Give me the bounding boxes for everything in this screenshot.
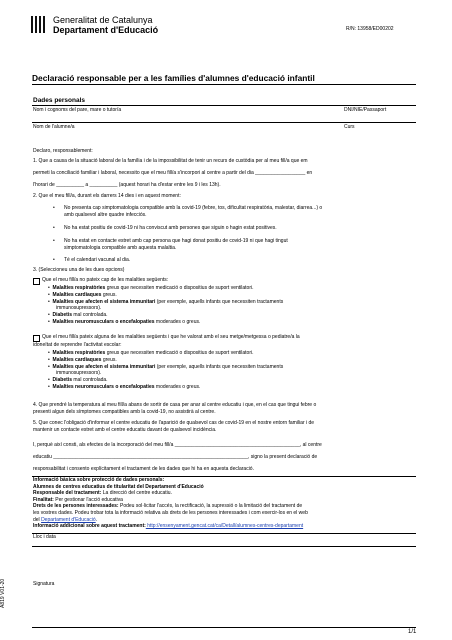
parent-name-label: Nom i cognoms del pare, mare o tutor/a	[33, 107, 122, 113]
clause-1-line1: 1. Que a causa de la situació laboral de la família i de la impossibilitat de tenir un recurs de custòdia per al meu fill/a que em	[33, 158, 308, 164]
list-item: immunosupressors).	[56, 305, 102, 312]
org-line1: Generalitat de Catalunya	[53, 15, 153, 25]
clause-4: 4. Que prendré la temperatura al meu fill/a abans de sortir de casa per anar al centre educatiu i que, en el cas que tingui febre o presenti algun dels símptomes compatibles amb la covid-19, no assistirà al centre.	[33, 402, 317, 415]
list-item: • Malalties neuromusculars o encefalopaties moderades o greus.	[48, 318, 201, 325]
clause-2: 2. Que el meu fill/a, durant els darrers 14 dies i en aquest moment:	[33, 193, 181, 199]
option-1-label: Que el meu fill/a no pateix cap de les malalties següents:	[42, 277, 169, 283]
disease-list-2	[48, 350, 283, 391]
list-item: • Diabetis mal controlada.	[48, 377, 108, 383]
clause-1-line2: permeti la conciliació familiar i laboral, necessito que el meu fill/a s'incorpori al centre a partir del dia __________________ en	[33, 170, 313, 176]
row-rule-1	[32, 122, 416, 123]
footer-rule	[32, 627, 416, 628]
option-2-label-cont: idoneïtat de reprendre l'activitat escolar:	[33, 342, 122, 348]
bullet-dot: •	[53, 225, 55, 231]
clause-2-item: Té el calendari vacunal al dia.	[64, 257, 131, 263]
list-item: • Malalties cardíaques greus.	[48, 291, 117, 298]
additional-info-link[interactable]: http://ensenyament.gencat.cat/ca/Detall/alumnes-centres-departament	[145, 523, 304, 530]
student-name-label: Nom de l'alumne/a	[33, 124, 75, 130]
consent-line1: I, perquè així consti, als efectes de la incorporació del meu fill/a _____________________________________________, al centre	[33, 442, 322, 448]
personal-rule	[32, 105, 416, 106]
privacy-bottom-rule	[32, 533, 416, 534]
page-title: Declaració responsable per a les famílies d'alumnes d'educació infantil	[32, 73, 315, 83]
clause-2-item: No ha estat positiu de covid-19 ni ha conviscut amb persones que siguin o hagin estat positives.	[64, 225, 277, 231]
clause-1-line3: l'horari de __________ a __________ (aquest horari ha d'estar entre les 9 i les 13h).	[33, 182, 221, 188]
personal-heading: Dades personals	[33, 97, 86, 104]
id-label: DNI/NIE/Passaport	[344, 107, 387, 113]
intro-text: Declaro, responsablement:	[33, 148, 93, 154]
option-2-checkbox[interactable]	[33, 335, 40, 342]
list-item: immunosupressors).	[56, 370, 102, 377]
page-number: 1/1	[408, 629, 417, 635]
clause-2-item: No presenta cap simptomatologia compatible amb la covid-19 (febre, tos, dificultat respiratòria, malestar, diarrea...) o amb qualsevol altre quadre infecciós.	[64, 205, 323, 218]
list-item: • Malalties neuromusculars o encefalopaties moderades o greus.	[48, 383, 201, 390]
disease-list-1	[48, 285, 283, 326]
course-label: Curs	[344, 124, 355, 130]
title-rule	[32, 84, 416, 85]
clause-2-item: No ha estat en contacte estret amb cap persona que hagi donat positiu de covid-19 ni que hagi tingut simptomatologia compatible amb aquesta malaltia.	[64, 238, 288, 251]
bullet-dot: •	[53, 257, 55, 263]
list-item: • Malalties respiratòries greus que necessiten medicació o dispositius de suport ventilatori.	[48, 350, 254, 356]
side-code: A819 V01-20	[0, 578, 7, 608]
clause-5: 5. Que conec l'obligació d'informar el centre educatiu de l'aparició de qualsevol cas de covid-19 en el nostre entorn familiar i de mantenir un contacte estret amb el centre educatiu davant de qualsevol incidència.	[33, 420, 315, 433]
privacy-info: Informació bàsica sobre protecció de dades personals: Alumnes de centres educatius de titularitat del Departament d'Educació Responsable del tractament: La direcció del centre educatiu. Finalitat: Per gestionar l'acció educativa Drets de les persones interessades: Podeu sol·licitar l'accés, la rectificació, la supressió o la limitació del tractament de les vostres dades. Podeu trobar tota la informació relativa als drets de les persones interessades i com exercir-los en el web del Departament d'Educació. Informació addicional sobre aquest tractament: http://ensenyament.gencat.cat/ca/Detall/alumnes-centres-departament	[33, 477, 308, 530]
list-item: • Diabetis mal controlada.	[48, 312, 108, 318]
org-name	[53, 15, 158, 35]
bullet-dot: •	[53, 205, 55, 211]
consent-line2: educatiu ______________________________________________________________________, signo la present declaració de	[33, 454, 318, 460]
consent-line3: responsabilitat i consento explícitament el tractament de les dades que hi ha en aquesta declaració.	[33, 466, 254, 472]
list-item: • Malalties que afecten el sistema immunitari (per exemple, aquells infants que necessiten tractaments	[48, 298, 284, 305]
list-item: • Malalties cardíaques greus.	[48, 356, 117, 363]
generalitat-logo	[31, 16, 49, 33]
option-2-label: Que el meu fill/a pateix alguna de les malalties següents i que he valorat amb el seu metge/metgessa o pediatre/a la	[42, 334, 300, 340]
department-link[interactable]: Departament d'Educació	[41, 516, 96, 523]
list-item: • Malalties que afecten el sistema immunitari (per exemple, aquells infants que necessiten tractaments	[48, 363, 284, 370]
signature-label: Signatura	[33, 581, 55, 587]
place-rule	[32, 546, 416, 547]
option-1-checkbox[interactable]	[33, 278, 40, 285]
list-item: • Malalties respiratòries greus que necessiten medicació o dispositius de suport ventilatori.	[48, 285, 254, 291]
reference-number: R/N: 13958/ED00202	[346, 26, 394, 32]
clause-3: 3. (Seleccioneu una de les dues opcions)	[33, 267, 125, 273]
org-line2: Departament d'Educació	[53, 25, 159, 35]
bullet-dot: •	[53, 238, 55, 244]
place-date-label: Lloc i data	[33, 534, 56, 540]
